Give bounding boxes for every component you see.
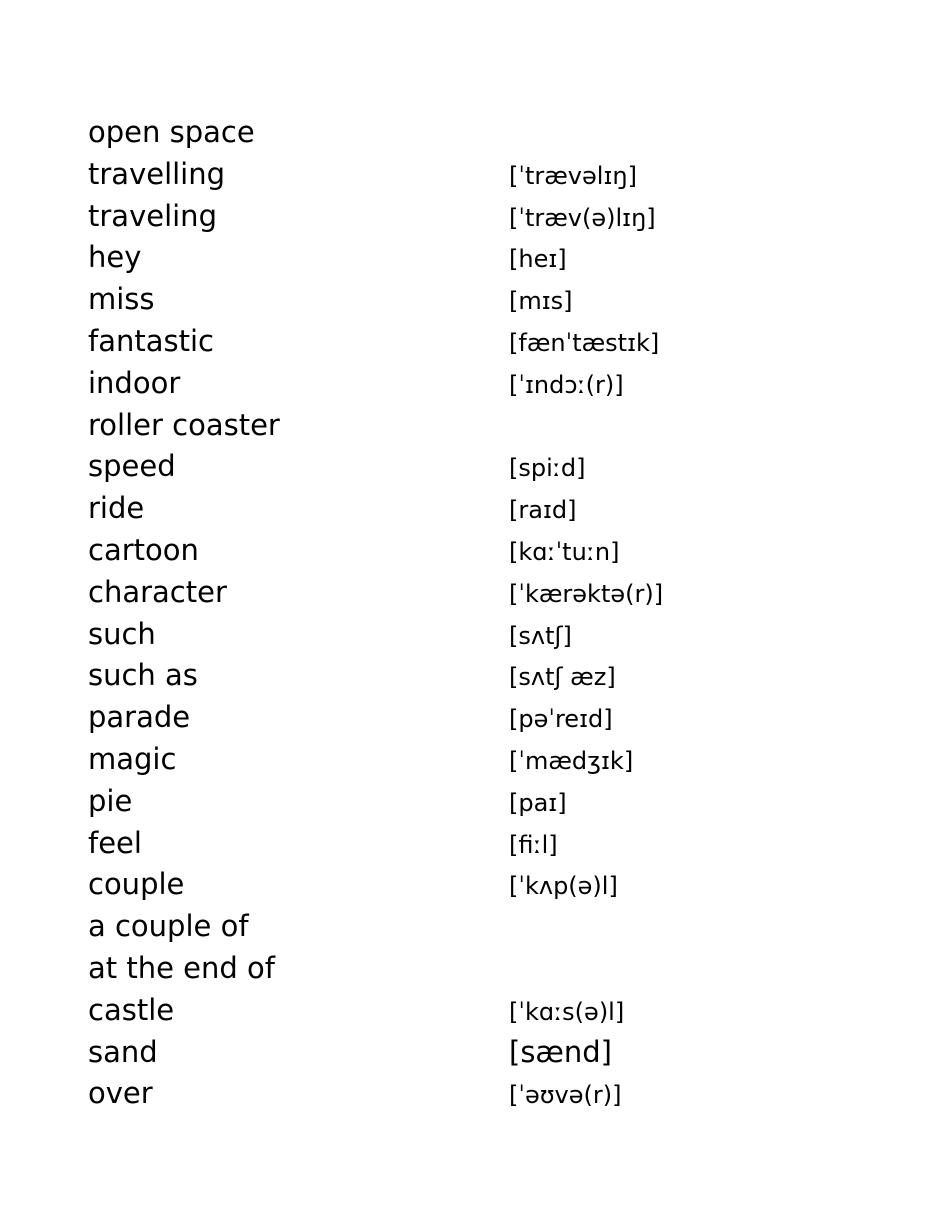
vocab-phonetic: [ˈtræv(ə)lɪŋ] (509, 203, 656, 232)
vocab-word: castle (88, 992, 175, 1027)
vocab-phonetic: [spiːd] (509, 454, 586, 483)
vocab-phonetic: [ˈəʊvə(r)] (509, 1081, 622, 1110)
vocab-row (88, 655, 848, 697)
vocab-row (88, 697, 848, 739)
vocab-row (88, 196, 848, 238)
vocab-word: at the end of (88, 950, 275, 985)
vocab-word: miss (88, 282, 155, 317)
vocab-row (88, 1032, 848, 1074)
vocab-word: fantastic (88, 323, 214, 358)
vocab-phonetic: [ˈɪndɔː(r)] (509, 370, 624, 399)
vocab-word: pie (88, 783, 133, 818)
vocab-row (88, 154, 848, 196)
vocab-row (88, 279, 848, 321)
vocab-word: cartoon (88, 532, 199, 567)
vocab-row (88, 906, 848, 948)
vocab-row (88, 1073, 848, 1115)
vocab-phonetic: [fiːl] (509, 830, 558, 859)
vocab-row (88, 405, 848, 447)
vocab-phonetic: [sʌtʃ] (509, 621, 572, 650)
vocabulary-list (88, 112, 848, 1115)
vocab-word: speed (88, 449, 176, 484)
vocab-phonetic: [raɪd] (509, 496, 577, 525)
vocab-phonetic: [ˈkʌp(ə)l] (509, 872, 618, 901)
vocab-phonetic: [sʌtʃ æz] (509, 663, 616, 692)
vocab-row (88, 572, 848, 614)
vocab-word: roller coaster (88, 407, 280, 442)
vocab-row (88, 614, 848, 656)
vocab-row (88, 112, 848, 154)
vocab-row (88, 948, 848, 990)
vocab-word: ride (88, 491, 145, 526)
vocab-phonetic: [ˈmædʒɪk] (509, 746, 634, 775)
vocab-row (88, 321, 848, 363)
vocab-phonetic: [fænˈtæstɪk] (509, 328, 660, 357)
vocab-word: sand (88, 1034, 158, 1069)
vocab-phonetic: [mɪs] (509, 287, 573, 316)
vocab-phonetic: [ˈkærəktə(r)] (509, 579, 664, 608)
vocab-word: magic (88, 741, 177, 776)
vocab-row (88, 990, 848, 1032)
vocab-row (88, 237, 848, 279)
vocab-row (88, 739, 848, 781)
vocab-word: open space (88, 115, 255, 149)
vocab-word: such as (88, 658, 198, 693)
vocab-row (88, 488, 848, 530)
vocab-word: such (88, 616, 156, 651)
vocab-row (88, 823, 848, 865)
vocab-row (88, 864, 848, 906)
vocab-word: feel (88, 825, 142, 860)
vocab-phonetic: [sænd] (509, 1034, 613, 1069)
vocab-word: indoor (88, 365, 181, 400)
vocab-phonetic: [ˈkɑːs(ə)l] (509, 997, 625, 1026)
vocab-word: over (88, 1076, 153, 1111)
vocab-phonetic: [ˈtrævəlɪŋ] (509, 161, 637, 190)
vocab-row (88, 446, 848, 488)
vocab-phonetic: [kɑːˈtuːn] (509, 537, 620, 566)
vocab-word: couple (88, 867, 185, 902)
vocab-word: a couple of (88, 909, 249, 944)
vocab-row (88, 781, 848, 823)
vocab-row (88, 530, 848, 572)
vocab-word: traveling (88, 198, 217, 233)
vocab-word: travelling (88, 156, 226, 191)
vocab-word: hey (88, 240, 142, 275)
vocab-phonetic: [pəˈreɪd] (509, 705, 613, 734)
vocab-word: parade (88, 700, 191, 735)
vocab-row (88, 363, 848, 405)
vocab-phonetic: [heɪ] (509, 245, 567, 274)
vocab-phonetic: [paɪ] (509, 788, 567, 817)
vocab-word: character (88, 574, 227, 609)
